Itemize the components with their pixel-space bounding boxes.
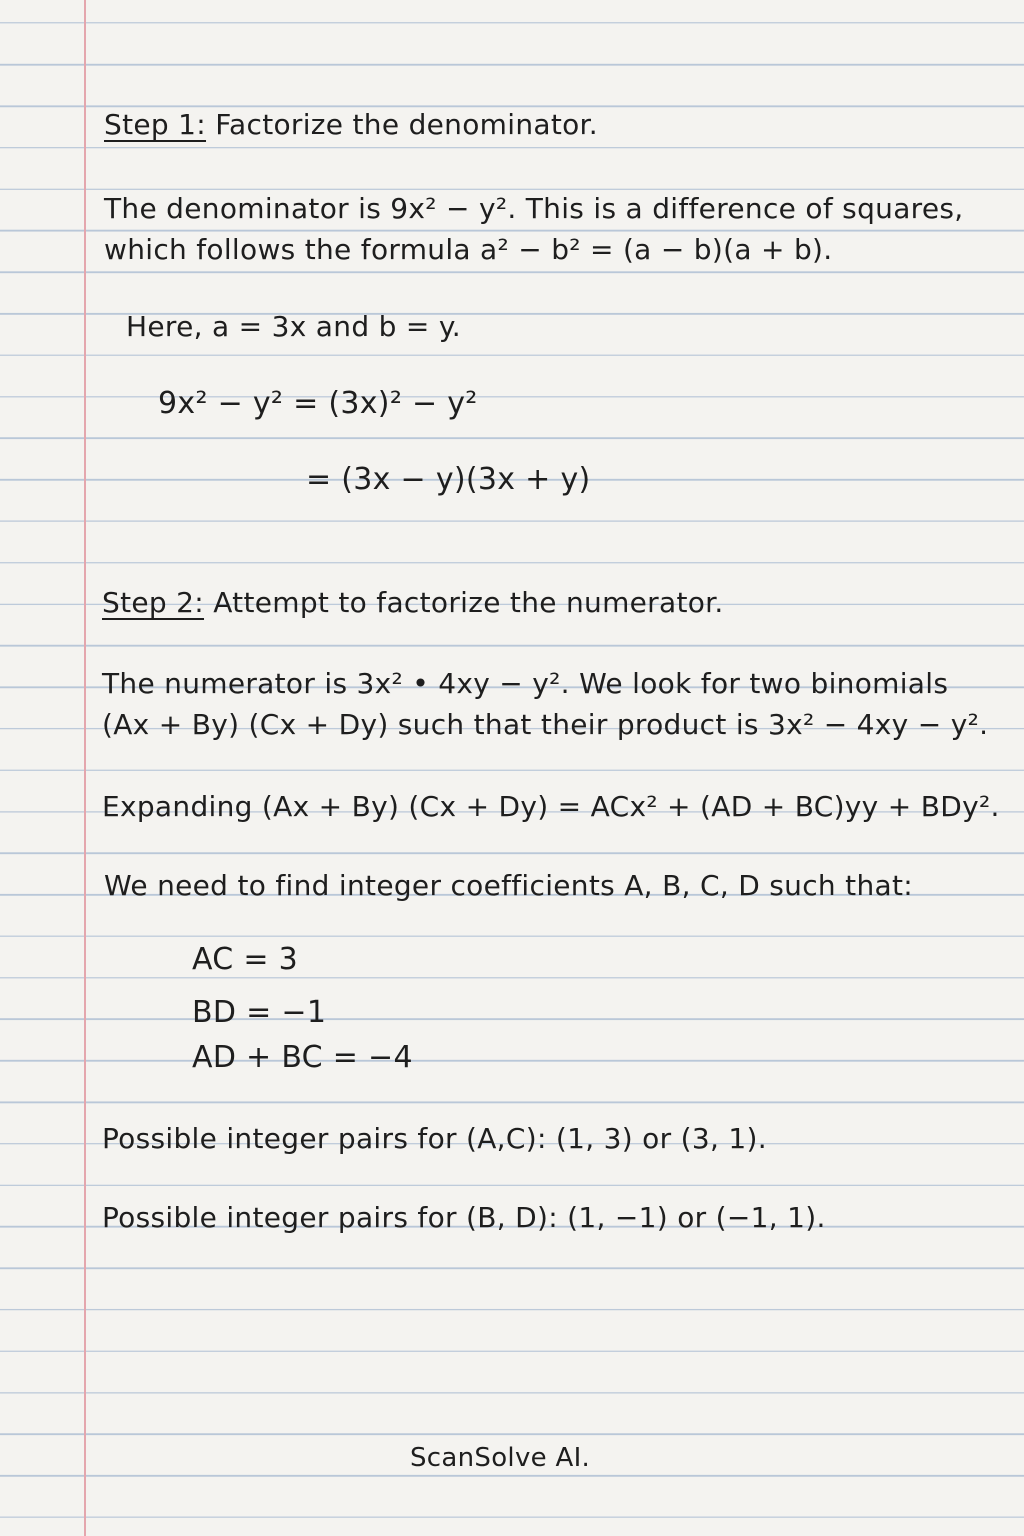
step2-heading: [102, 586, 724, 619]
step2-label: Step 2:: [102, 586, 205, 619]
pairs-ac: Possible integer pairs for (A,C): (1, 3) or (3, 1).: [102, 1122, 767, 1155]
step1-equation-2: = (3x − y)(3x + y): [306, 462, 591, 497]
footer-watermark: ScanSolve AI.: [410, 1443, 591, 1473]
step2-expanding: Expanding (Ax + By) (Cx + Dy) = ACx² + (AD + BC)yy + BDy².: [102, 790, 1000, 823]
condition-bd: BD = −1: [192, 995, 327, 1030]
step2-title: Attempt to factorize the numerator.: [213, 586, 724, 619]
step2-line1: The numerator is 3x² • 4xy − y². We look for two binomials: [102, 667, 949, 700]
step1-equation-1: 9x² − y² = (3x)² − y²: [158, 386, 478, 421]
step1-title: Factorize the denominator.: [215, 108, 598, 141]
step1-here: Here, a = 3x and b = y.: [126, 310, 461, 343]
pairs-bd: Possible integer pairs for (B, D): (1, −1) or (−1, 1).: [102, 1201, 826, 1234]
step2-line2: (Ax + By) (Cx + Dy) such that their product is 3x² − 4xy − y².: [102, 708, 989, 741]
condition-ad-bc: AD + BC = −4: [192, 1040, 413, 1075]
step1-line2: which follows the formula a² − b² = (a − b)(a + b).: [104, 233, 833, 266]
margin-line: [84, 0, 86, 1536]
step1-line1: The denominator is 9x² − y². This is a difference of squares,: [104, 192, 964, 225]
step1-label: Step 1:: [104, 108, 207, 141]
step1-heading: [104, 108, 598, 141]
step2-need: We need to find integer coefficients A, B, C, D such that:: [104, 869, 913, 902]
condition-ac: AC = 3: [192, 942, 299, 977]
